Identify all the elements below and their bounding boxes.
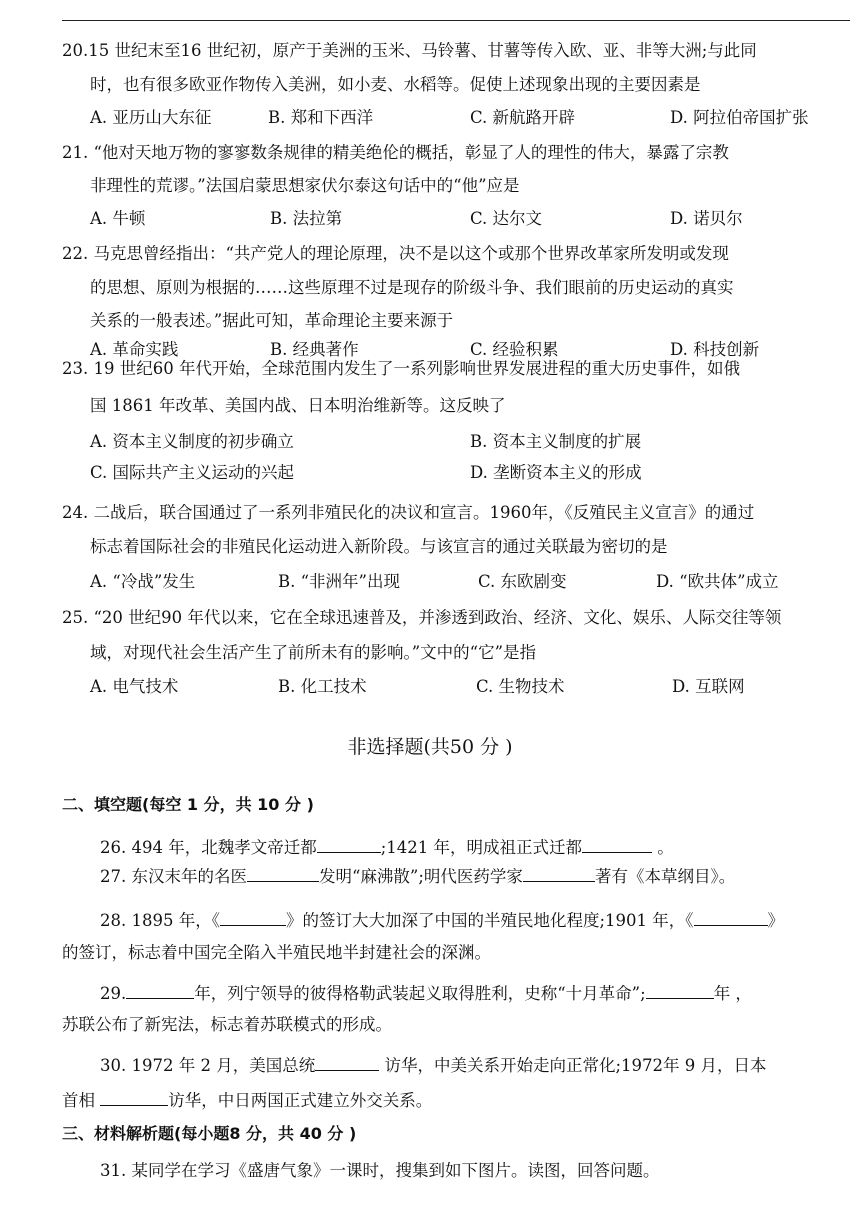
q22-stem-line2: 的思想、原则为根据的……这些原理不过是现存的阶级斗争、我们眼前的历史运动的真实 [90,278,734,297]
q28-line1 [100,910,784,930]
q28-part3: 》 [767,911,785,930]
q22-stem-line1: 22. 马克思曾经指出：“共产党人的理论原理，决不是以这个或那个世界改革家所发明或发现 [62,244,729,263]
q20-option-a: A. 亚历山大东征 [90,108,212,127]
q23-option-a: A. 资本主义制度的初步确立 [90,432,294,451]
q20-stem-line1: 20.15 世纪末至16 世纪初，原产于美洲的玉米、马铃薯、甘薯等传入欧、亚、非等大洲;与此同 [62,41,757,60]
q30-part1: 30. 1972 年 2 月，美国总统 [100,1056,316,1075]
q29-part1: 29. [100,984,127,1003]
fill-blank-section-heading: 二、填空题(每空 1 分，共 10 分 ) [62,795,314,814]
q20-option-c: C. 新航路开辟 [470,108,576,127]
q26-part3: 。 [652,838,674,857]
q21-option-d: D. 诺贝尔 [670,209,743,228]
q25-option-b: B. 化工技术 [278,677,367,696]
q21-option-b: B. 法拉第 [270,209,343,228]
q27-part3: 著有《本草纲目》。 [594,867,736,886]
q27-part1: 27. 东汉末年的名医 [100,867,247,886]
q30-line1 [100,1055,767,1075]
q28-blank-2[interactable] [694,910,768,926]
q25-option-a: A. 电气技术 [90,677,179,696]
q28-part1: 28. 1895 年，《 [100,911,220,930]
q23-option-d: D. 垄断资本主义的形成 [470,463,642,482]
q24-stem-line2: 标志着国际社会的非殖民化运动进入新阶段。与该宣言的通过关联最为密切的是 [90,537,668,556]
q30-part2: 访华，中美关系开始走向正常化;1972年 9 月，日本 [379,1056,767,1075]
q27-part2: 发明“麻沸散”;明代医药学家 [319,867,523,886]
q29-part3: 年 ， [713,984,752,1003]
q27-line [100,866,735,886]
q21-stem-line1: 21. “他对天地万物的寥寥数条规律的精美绝伦的概括，彰显了人的理性的伟大，暴露了宗教 [62,143,729,162]
q30-blank-2[interactable] [100,1090,168,1106]
q22-option-b: B. 经典著作 [270,340,359,359]
q20-option-b: B. 郑和下西洋 [268,108,374,127]
q24-stem-line1: 24. 二战后，联合国通过了一系列非殖民化的决议和宣言。1960年，《反殖民主义宣言》的通过 [62,503,755,522]
q24-option-c: C. 东欧剧变 [478,572,567,591]
q25-stem-line2: 域，对现代社会生活产生了前所未有的影响。”文中的“它”是指 [90,643,537,662]
q23-stem-line2: 国 1861 年改革、美国内战、日本明治维新等。这反映了 [90,396,506,415]
q22-stem-line3: 关系的一般表述。”据此可知，革命理论主要来源于 [90,311,454,330]
q27-blank-1[interactable] [247,866,319,882]
q27-blank-2[interactable] [523,866,595,882]
q28-blank-1[interactable] [220,910,286,926]
header-rule [62,20,850,21]
q29-line1 [100,983,752,1003]
q29-part2: 年，列宁领导的彼得格勒武装起义取得胜利，史称“十月革命”; [194,984,646,1003]
q23-stem-line1: 23. 19 世纪60 年代开始，全球范围内发生了一系列影响世界发展进程的重大历史事件，如俄 [62,359,740,378]
q26-part1: 26. 494 年，北魏孝文帝迁都 [100,838,317,857]
q20-stem-line2: 时，也有很多欧亚作物传入美洲，如小麦、水稻等。促使上述现象出现的主要因素是 [90,75,701,94]
nonchoice-section-title: 非选择题(共50 分 ) [347,736,513,758]
q28-part2: 》的签订大大加深了中国的半殖民地化程度;1901 年，《 [285,911,694,930]
q29-blank-2[interactable] [646,983,714,999]
q26-blank-2[interactable] [582,837,652,853]
q20-option-d: D. 阿拉伯帝国扩张 [670,108,809,127]
q26-line [100,837,674,857]
q28-line2: 的签订，标志着中国完全陷入半殖民地半封建社会的深渊。 [62,943,491,962]
q21-option-c: C. 达尔文 [470,209,543,228]
q29-blank-1[interactable] [126,983,194,999]
material-analysis-section-heading: 三、材料解析题(每小题8 分，共 40 分 ) [62,1124,357,1143]
q21-stem-line2: 非理性的荒谬。”法国启蒙思想家伏尔泰这句话中的“他”应是 [90,176,520,195]
q24-option-d: D. “欧共体”成立 [656,572,779,591]
q31-stem: 31. 某同学在学习《盛唐气象》一课时，搜集到如下图片。读图，回答问题。 [100,1161,660,1180]
q26-part2: ;1421 年，明成祖正式迁都 [380,838,583,857]
q30-part4: 访华，中日两国正式建立外交关系。 [168,1091,433,1110]
q21-option-a: A. 牛顿 [90,209,146,228]
q26-blank-1[interactable] [317,837,381,853]
q29-line2: 苏联公布了新宪法，标志着苏联模式的形成。 [62,1015,392,1034]
q24-option-a: A. “冷战”发生 [90,572,196,591]
q24-option-b: B. “非洲年”出现 [278,572,400,591]
q23-option-c: C. 国际共产主义运动的兴起 [90,463,295,482]
q22-option-c: C. 经验积累 [470,340,559,359]
q22-option-d: D. 科技创新 [670,340,760,359]
q25-stem-line1: 25. “20 世纪90 年代以来，它在全球迅速普及，并渗透到政治、经济、文化、娱乐、人际交往等领 [62,608,782,627]
q30-blank-1[interactable] [315,1055,379,1071]
q25-option-c: C. 生物技术 [476,677,565,696]
q30-part3: 首相 [62,1091,101,1110]
q30-line2 [62,1090,432,1110]
q22-option-a: A. 革命实践 [90,340,179,359]
q25-option-d: D. 互联网 [672,677,745,696]
q23-option-b: B. 资本主义制度的扩展 [470,432,642,451]
